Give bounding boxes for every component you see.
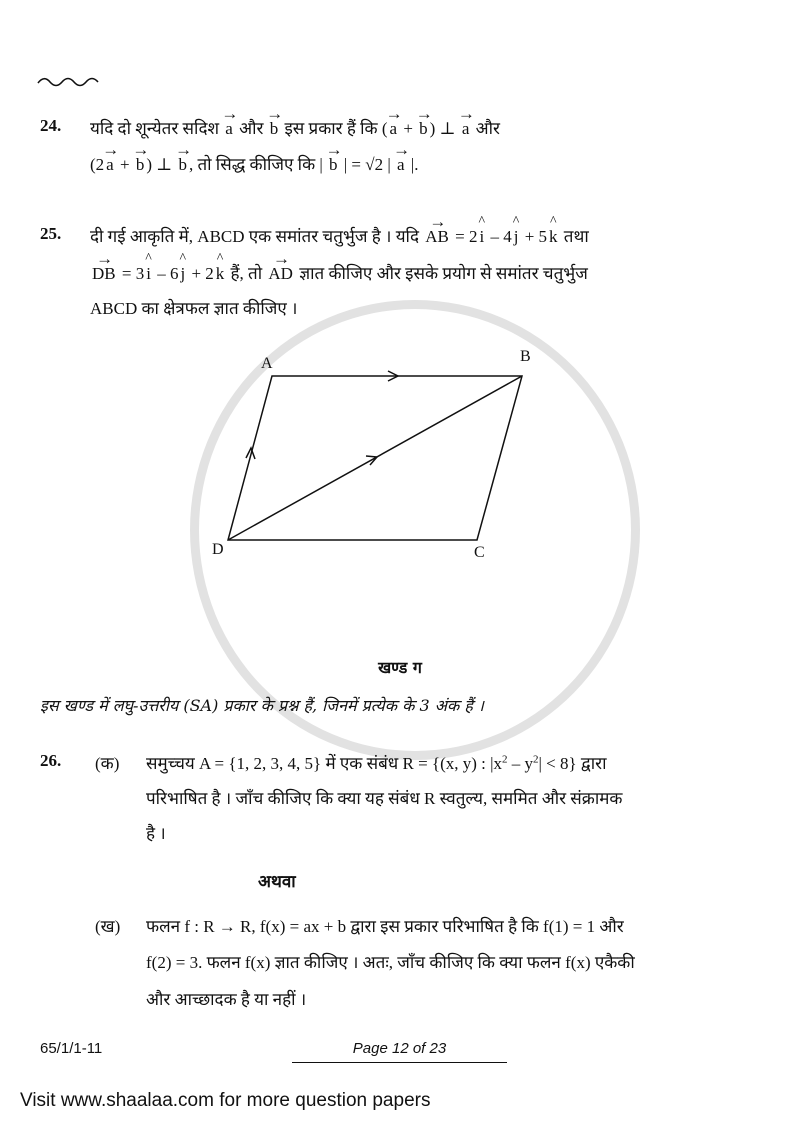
text-segment: – y (507, 754, 534, 773)
text-segment: ज्ञात कीजिए और इसके प्रयोग से समांतर चतुर्भुज (294, 264, 588, 283)
vector-symbol: → b (417, 119, 430, 139)
question-26a-line (146, 751, 606, 774)
question-26b-line (146, 914, 624, 937)
vector-symbol: → AD (266, 264, 295, 284)
unit-vector-symbol: ^ i (144, 264, 153, 284)
section-instruction: इस खण्ड में लघु-उत्तरीय (SA) प्रकार के प्रश्न हैं, जिनमें प्रत्येक के 3 अंक हैं । (40, 696, 484, 715)
unit-vector-symbol: ^ k (547, 227, 560, 247)
question-26a-line (146, 786, 622, 809)
text-segment: f(2) = 3. फलन f(x) ज्ञात कीजिए । अतः, जाँच कीजिए कि क्या फलन f(x) एकैकी (146, 953, 635, 972)
question-number: 25. (40, 224, 62, 243)
vector-symbol: → DB (90, 264, 118, 284)
vector-symbol: → b (327, 155, 340, 175)
text-segment: फलन f : R → R, f(x) = ax + b द्वारा इस प्रकार परिभाषित है कि f(1) = 1 और (146, 917, 624, 936)
unit-vector-symbol: ^ j (512, 227, 521, 247)
or-label: अथवा (258, 872, 296, 891)
text-segment: | = √2 | (339, 155, 396, 174)
vector-symbol: → a (223, 119, 235, 139)
vector-symbol: → b (176, 155, 189, 175)
vector-symbol: → a (395, 155, 407, 175)
text-segment: , तो सिद्ध कीजिए कि | (188, 155, 328, 174)
text-segment: = 2 (450, 227, 478, 246)
text-segment: + 2 (187, 264, 214, 283)
question-26b-line (146, 950, 635, 973)
question-26a-line (146, 821, 166, 844)
text-segment: परिभाषित है । जाँच कीजिए कि क्या यह संबंध R स्वतुल्य, सममित और संक्रामक (146, 789, 623, 808)
text-segment: यदि दो शून्येतर सदिश (90, 119, 224, 138)
text-segment: = 3 (117, 264, 145, 283)
question-26b-line (146, 987, 306, 1010)
text-segment: और आच्छादक है या नहीं । (146, 990, 307, 1009)
text-segment: और (471, 119, 500, 138)
vector-symbol: → a (388, 119, 400, 139)
question-number: 24. (40, 116, 62, 135)
text-segment: दी गई आकृति में, ABCD एक समांतर चतुर्भुज है । यदि (90, 227, 424, 246)
superscript: 2 (502, 753, 508, 766)
vector-symbol: → b (268, 119, 281, 139)
vertex-label-b: B (520, 348, 531, 365)
vertex-label-c: C (474, 544, 485, 561)
text-segment: – 4 (486, 227, 512, 246)
text-segment: |. (406, 155, 419, 174)
text-segment: ) ⊥ (429, 119, 460, 138)
vector-symbol: → a (460, 119, 472, 139)
page-number: Page 12 of 23 (292, 1040, 507, 1063)
part-label: (ख) (95, 917, 121, 936)
text-segment: (2 (90, 155, 105, 174)
vector-symbol: → b (134, 155, 147, 175)
visit-link[interactable]: Visit www.shaalaa.com for more question papers (20, 1090, 431, 1111)
question-number: 26. (40, 751, 62, 770)
paper-code: 65/1/1-11 (40, 1040, 103, 1057)
superscript: 2 (533, 753, 539, 766)
text-segment: + 5 (520, 227, 548, 246)
unit-vector-symbol: ^ i (477, 227, 486, 247)
unit-vector-symbol: ^ k (214, 264, 227, 284)
text-segment: इस प्रकार हैं कि ( (280, 119, 388, 138)
unit-vector-symbol: ^ j (178, 264, 187, 284)
text-segment: + (399, 119, 418, 138)
text-segment: ABCD का क्षेत्रफल ज्ञात कीजिए । (90, 299, 298, 318)
section-heading: खण्ड ग (378, 658, 422, 677)
vertex-label-d: D (212, 541, 224, 558)
text-segment: है । (146, 824, 166, 843)
vector-symbol: → AB (423, 227, 451, 247)
text-segment: हैं, तो (226, 264, 267, 283)
text-segment: + (115, 155, 134, 174)
vertex-label-a: A (261, 355, 273, 372)
text-segment: और (234, 119, 268, 138)
diagonal-db (228, 376, 522, 540)
text-segment: | < 8} द्वारा (538, 754, 607, 773)
text-segment: समुच्चय A = {1, 2, 3, 4, 5} में एक संबंध R = {(x, y) : |x (146, 754, 503, 773)
vector-symbol: → a (104, 155, 116, 175)
part-label: (क) (95, 754, 120, 773)
text-segment: ) ⊥ (146, 155, 177, 174)
text-segment: – 6 (152, 264, 179, 283)
text-segment: तथा (559, 227, 589, 246)
